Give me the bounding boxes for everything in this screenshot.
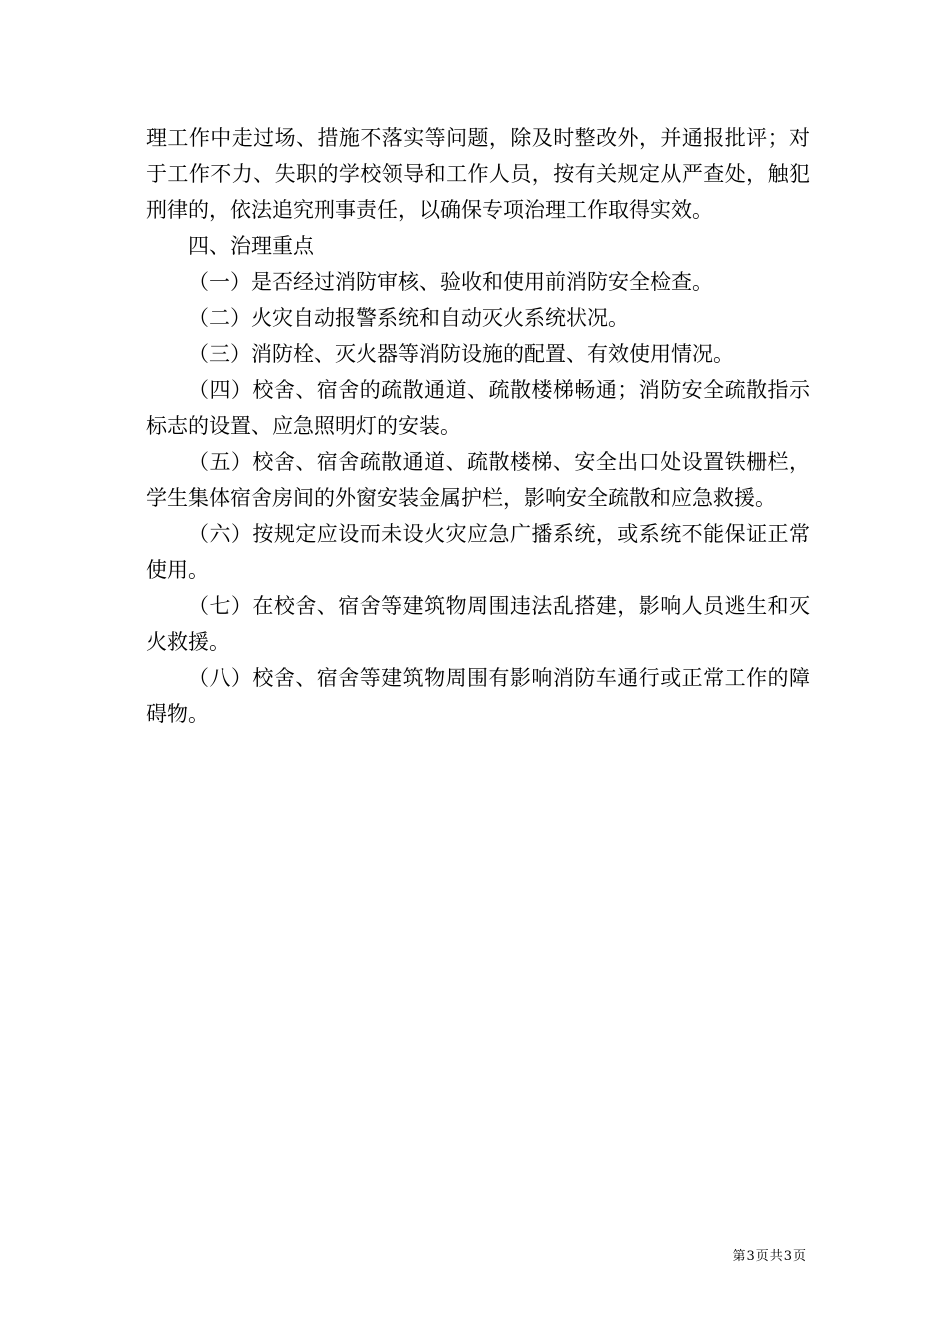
paragraph-continuation: 理工作中走过场、措施不落实等问题，除及时整改外，并通报批评；对于工作不力、失职的学校领导和工作人员，按有关规定从严查处，触犯刑律的，依法追究刑事责任，以确保专项治理工作取得实效。	[146, 126, 810, 222]
list-item: （六）按规定应设而未设火灾应急广播系统，或系统不能保证正常使用。	[146, 522, 810, 582]
list-item: （二）火灾自动报警系统和自动灭火系统状况。	[188, 306, 629, 330]
list-item: （八）校舍、宿舍等建筑物周围有影响消防车通行或正常工作的障碍物。	[146, 666, 810, 726]
list-item: （五）校舍、宿舍疏散通道、疏散楼梯、安全出口处设置铁栅栏，学生集体宿舍房间的外窗安装金属护栏，影响安全疏散和应急救援。	[146, 450, 810, 510]
list-item: （三）消防栓、灭火器等消防设施的配置、有效使用情况。	[188, 342, 734, 366]
list-item: （一）是否经过消防审核、验收和使用前消防安全检查。	[188, 270, 713, 294]
list-item: （四）校舍、宿舍的疏散通道、疏散楼梯畅通；消防安全疏散指示标志的设置、应急照明灯的安装。	[146, 378, 810, 438]
document-body	[146, 120, 810, 732]
page-number: 第3页共3页	[732, 1249, 807, 1264]
section-heading: 四、治理重点	[188, 234, 314, 258]
list-item: （七）在校舍、宿舍等建筑物周围违法乱搭建，影响人员逃生和灭火救援。	[146, 594, 810, 654]
